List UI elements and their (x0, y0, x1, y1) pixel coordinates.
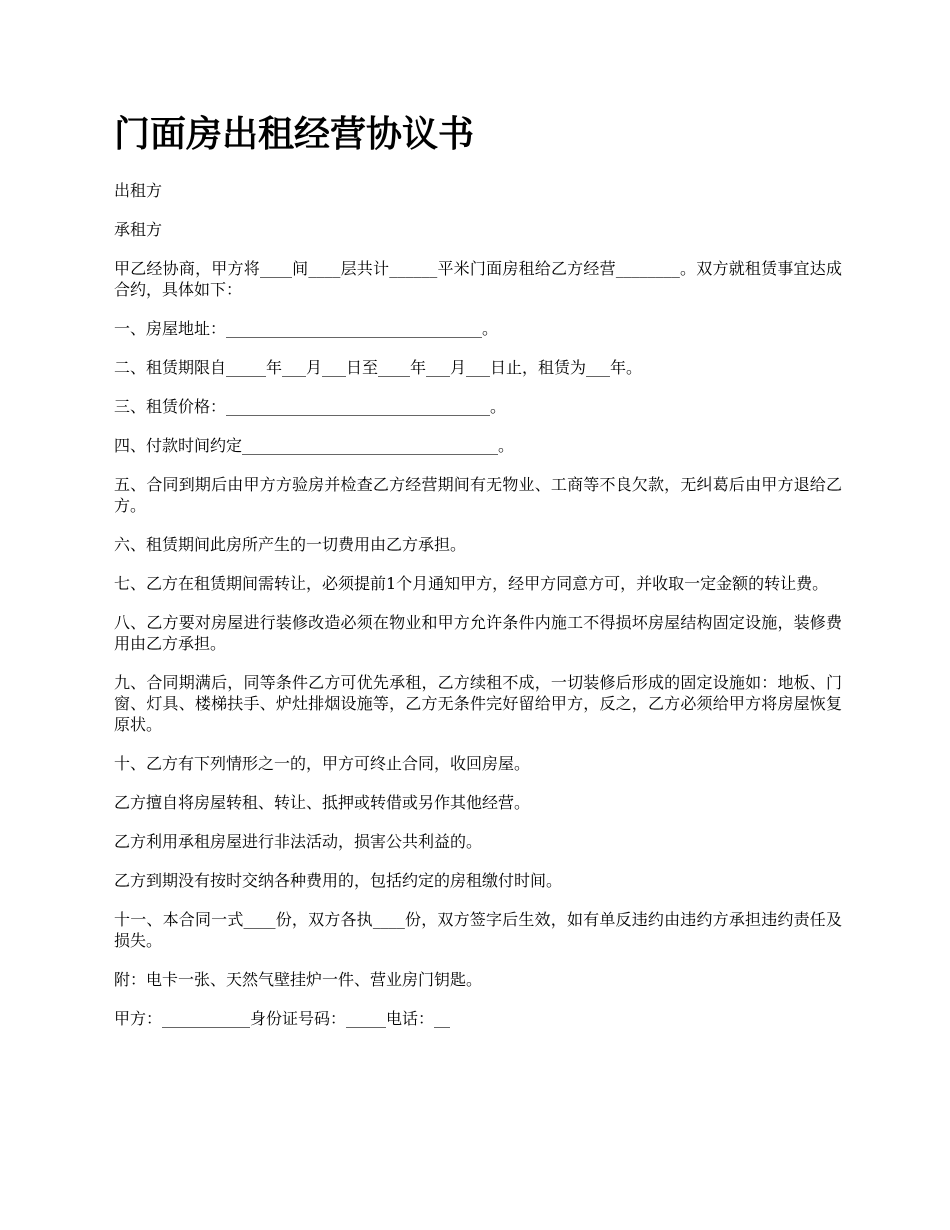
clause-2-term: 二、租赁期限自_____年___月___日至____年___月___日止，租赁为___年。 (114, 358, 643, 377)
termination-item-1: 乙方擅自将房屋转租、转让、抵押或转借或另作其他经营。 (114, 793, 531, 812)
clause-9-renewal: 九、合同期满后，同等条件乙方可优先承租，乙方续租不成，一切装修后形成的固定设施如：地板、门窗、灯具、楼梯扶手、炉灶排烟设施等，乙方无条件完好留给甲方，反之，乙方必须给甲方将房屋恢复原状。 (114, 673, 842, 734)
clause-10-termination: 十、乙方有下列情形之一的，甲方可终止合同，收回房屋。 (114, 754, 531, 773)
clause-8-renovation: 八、乙方要对房屋进行装修改造必须在物业和甲方允许条件内施工不得损坏房屋结构固定设施，装修费用由乙方承担。 (114, 613, 842, 653)
clause-4-payment: 四、付款时间约定________________________________。 (114, 436, 515, 455)
document-page (114, 108, 842, 1047)
clause-7-transfer: 七、乙方在租赁期间需转让，必须提前1个月通知甲方，经甲方同意方可，并收取一定金额的转让费。 (114, 574, 829, 593)
signature-line: 甲方：___________身份证号码：_____电话：__ (114, 1009, 451, 1028)
clause-3-price: 三、租赁价格：_________________________________。 (114, 397, 507, 416)
intro-paragraph: 甲乙经协商，甲方将____间____层共计______平米门面房租给乙方经营________。双方就租赁事宜达成合约，具体如下： (114, 259, 842, 299)
lessee-line: 承租方 (114, 220, 163, 239)
clause-6-expenses: 六、租赁期间此房所产生的一切费用由乙方承担。 (114, 535, 467, 554)
document-title: 门面房出租经营协议书 (114, 114, 475, 155)
lessor-line: 出租方 (114, 181, 163, 200)
clause-11-copies: 十一、本合同一式____份，双方各执____份，双方签字后生效，如有单反违约由违约方承担违约责任及损失。 (114, 910, 842, 950)
attachment-line: 附：电卡一张、天然气壁挂炉一件、营业房门钥匙。 (114, 970, 483, 989)
clause-5-inspection: 五、合同到期后由甲方方验房并检查乙方经营期间有无物业、工商等不良欠款，无纠葛后由甲方退给乙方。 (114, 475, 842, 515)
termination-item-3: 乙方到期没有按时交纳各种费用的，包括约定的房租缴付时间。 (114, 871, 563, 890)
clause-1-address: 一、房屋地址：________________________________。 (114, 319, 499, 338)
termination-item-2: 乙方利用承租房屋进行非法活动，损害公共利益的。 (114, 832, 483, 851)
